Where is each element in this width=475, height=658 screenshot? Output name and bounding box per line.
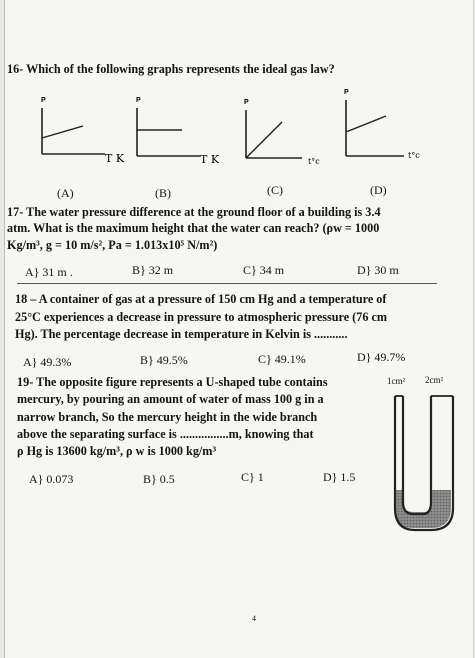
- q17-option-c[interactable]: C} 34 m: [243, 263, 285, 277]
- q18-line1: 18 – A container of gas at a pressure of 150 cm Hg and a temperature of: [15, 292, 387, 306]
- q17-line2: atm. What is the maximum height that the water can reach? (ρw = 1000: [7, 221, 380, 235]
- q19-option-d[interactable]: D} 1.5: [323, 470, 356, 484]
- graph-a-y-label: P: [41, 97, 46, 104]
- graph-d-x-label: t°c: [408, 151, 420, 160]
- exam-page: [4, 0, 474, 658]
- graph-d-y-label: P: [344, 89, 349, 96]
- graph-c-y-label: P: [244, 99, 249, 106]
- q17-option-a[interactable]: A} 31 m .: [25, 265, 73, 279]
- q17-line1: 17- The water pressure difference at the ground floor of a building is 3.4: [7, 205, 381, 219]
- tube-label-narrow: 1cm²: [387, 376, 406, 386]
- q19-option-a[interactable]: A} 0.073: [29, 472, 74, 486]
- q18-line3: Hg). The percentage decrease in temperature in Kelvin is ...........: [15, 327, 348, 341]
- q18-option-c[interactable]: C} 49.1%: [258, 352, 306, 366]
- q18-option-a[interactable]: A} 49.3%: [23, 355, 72, 369]
- q19-line5: ρ Hg is 13600 kg/m³, ρ w is 1000 kg/m³: [17, 444, 217, 458]
- q19-line2: mercury, by pouring an amount of water of mass 100 g in a: [17, 392, 324, 406]
- graph-a-x-label: T K: [105, 152, 125, 165]
- q17-option-d[interactable]: D} 30 m: [357, 263, 399, 277]
- graph-d: [338, 88, 448, 168]
- page-number: 4: [252, 614, 256, 623]
- graph-label-c: (C): [267, 183, 283, 197]
- graph-label-d: (D): [370, 183, 387, 197]
- graph-c: [238, 96, 338, 176]
- u-tube-figure: [385, 390, 465, 540]
- q18-line2: 25°C experiences a decrease in pressure to atmospheric pressure (76 cm: [15, 310, 388, 324]
- separator-line: [17, 283, 437, 284]
- q16-text: 16- Which of the following graphs represents the ideal gas law?: [7, 62, 335, 76]
- graph-b-x-label: T K: [200, 153, 220, 166]
- q19-line3: narrow branch, So the mercury height in the wide branch: [17, 410, 318, 424]
- graph-a: [33, 96, 123, 176]
- tube-label-wide: 2cm²: [425, 375, 444, 385]
- graph-label-a: (A): [57, 186, 74, 200]
- q17-line3: Kg/m³, g = 10 m/s², Pa = 1.013x10⁵ N/m²): [7, 238, 218, 252]
- q19-option-b[interactable]: B} 0.5: [143, 472, 175, 486]
- q19-option-c[interactable]: C} 1: [241, 470, 264, 484]
- graph-c-x-label: t°c: [308, 157, 320, 166]
- graph-b: [128, 96, 218, 176]
- q18-option-b[interactable]: B} 49.5%: [140, 353, 188, 367]
- q19-line1: 19- The opposite figure represents a U-shaped tube contains: [17, 375, 328, 389]
- q18-option-d[interactable]: D} 49.7%: [357, 350, 406, 364]
- graph-label-b: (B): [155, 186, 171, 200]
- q19-line4: above the separating surface is ................m, knowing that: [17, 427, 314, 441]
- graph-b-y-label: P: [136, 97, 141, 104]
- q17-option-b[interactable]: B} 32 m: [132, 263, 174, 277]
